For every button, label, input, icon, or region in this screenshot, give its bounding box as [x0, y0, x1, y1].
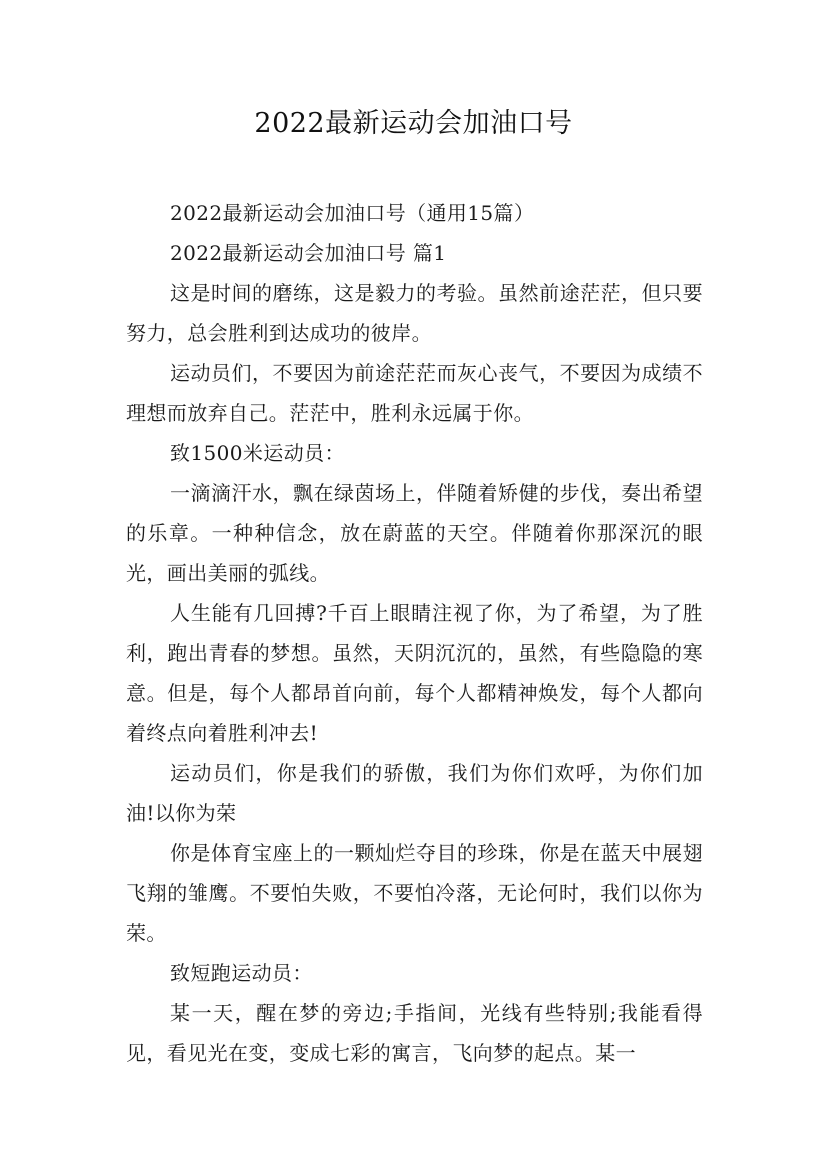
paragraph: 你是体育宝座上的一颗灿烂夺目的珍珠，你是在蓝天中展翅飞翔的雏鹰。不要怕失败，不要怕冷落，无论何时，我们以你为荣。: [126, 841, 703, 945]
paragraph: 这是时间的磨练，这是毅力的考验。虽然前途茫茫，但只要努力，总会胜利到达成功的彼岸。: [126, 281, 703, 345]
document-body: [126, 193, 703, 1073]
paragraph-subtitle: 2022最新运动会加油口号（通用15篇）: [170, 201, 535, 225]
document-title: 2022最新运动会加油口号: [254, 108, 573, 139]
paragraph: 一滴滴汗水，飘在绿茵场上，伴随着矫健的步伐，奏出希望的乐章。一种种信念，放在蔚蓝的天空。伴随着你那深沉的眼光，画出美丽的弧线。: [126, 481, 703, 585]
paragraph: 运动员们，不要因为前途茫茫而灰心丧气，不要因为成绩不理想而放弃自己。茫茫中，胜利永远属于你。: [126, 361, 703, 425]
paragraph-section-heading: 2022最新运动会加油口号 篇1: [170, 241, 447, 265]
paragraph: 某一天，醒在梦的旁边;手指间，光线有些特别;我能看得见，看见光在变，变成七彩的寓言，飞向梦的起点。某一: [126, 1001, 703, 1065]
paragraph: 人生能有几回搏?千百上眼睛注视了你，为了希望，为了胜利，跑出青春的梦想。虽然，天阴沉沉的，虽然，有些隐隐的寒意。但是，每个人都昂首向前，每个人都精神焕发，每个人都向着终点向着胜利冲去!: [126, 601, 703, 745]
paragraph-heading: 致1500米运动员：: [170, 441, 345, 465]
paragraph-heading: 致短跑运动员：: [170, 961, 313, 985]
paragraph: 运动员们，你是我们的骄傲，我们为你们欢呼，为你们加油!以你为荣: [126, 761, 703, 825]
